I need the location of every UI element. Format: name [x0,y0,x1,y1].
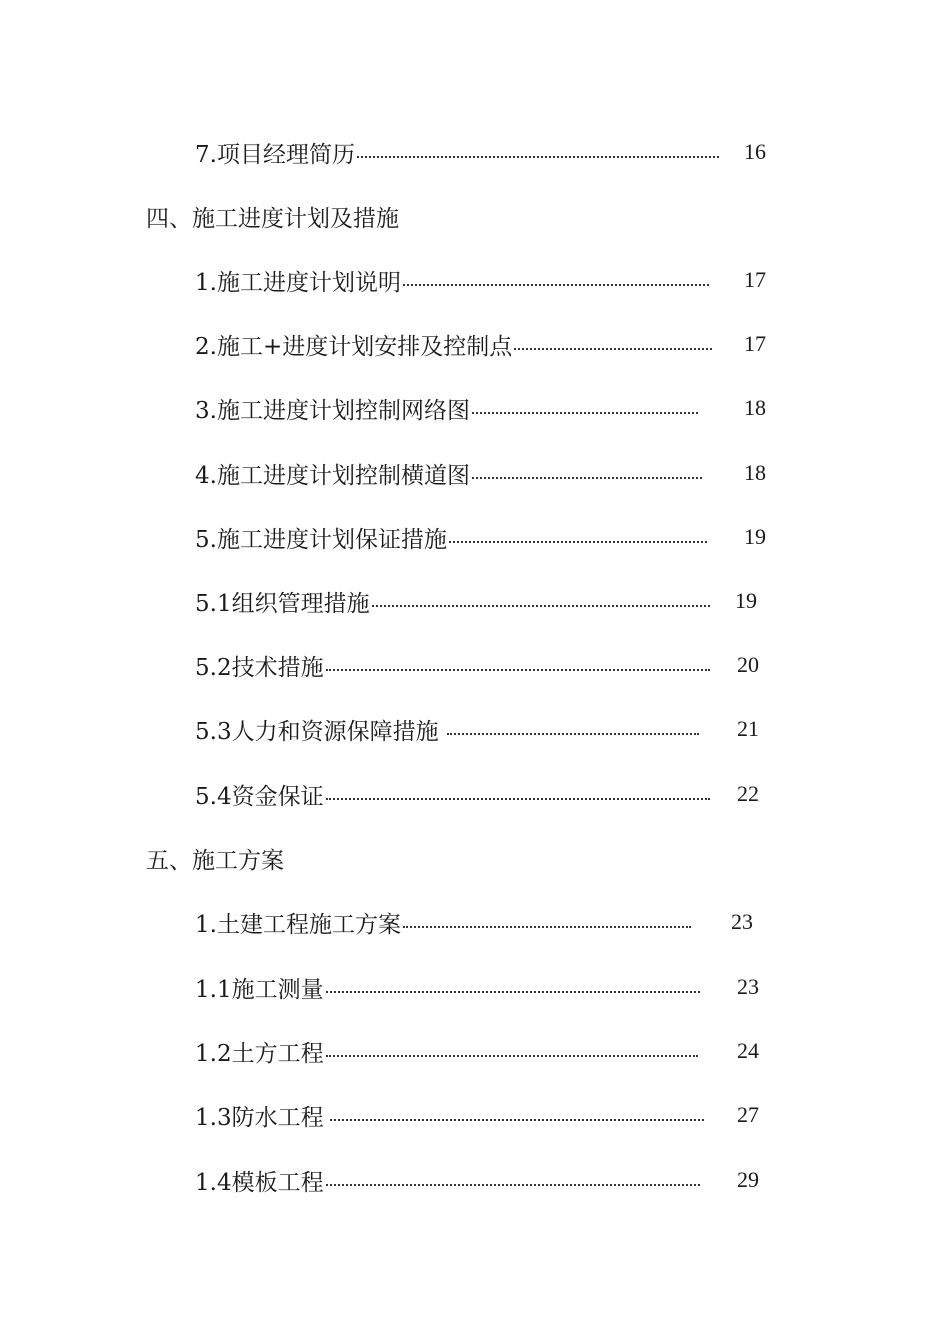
toc-page-number: 17 [744,331,766,356]
toc-page-number: 17 [744,267,766,292]
toc-entry-network-diagram[interactable] [195,391,698,425]
toc-entry-label: 1.2土方工程 [195,1040,324,1067]
toc-entry-label: 5.4资金保证 [195,783,324,810]
toc-page-number: 29 [737,1167,759,1192]
toc-page-number: 18 [744,460,766,485]
toc-section-label: 五、施工方案 [146,847,284,874]
toc-section-label: 四、施工进度计划及措施 [146,205,399,232]
toc-page-number: 21 [737,716,759,741]
toc-entry-schedule-arrangement[interactable] [195,327,712,361]
dot-leader [326,796,710,800]
toc-entry-label: 5.施工进度计划保证措施 [195,526,447,553]
dot-leader [403,282,709,286]
dot-leader [326,989,700,993]
dot-leader [514,346,712,350]
dot-leader [330,1117,704,1121]
toc-entry-schedule-description[interactable] [195,263,709,297]
dot-leader [472,475,702,479]
toc-page-number: 18 [744,395,766,420]
toc-page-number: 27 [737,1102,759,1127]
toc-page-number: 24 [737,1038,759,1063]
dot-leader [372,603,710,607]
toc-entry-label: 2.施工+进度计划安排及控制点 [195,333,513,360]
toc-section-construction-plan[interactable] [146,841,284,875]
toc-entry-earthwork[interactable] [195,1034,698,1068]
toc-entry-label: 1.4模板工程 [195,1169,324,1196]
toc-entry-label: 1.施工进度计划说明 [195,269,401,296]
dot-leader [449,539,707,543]
dot-leader [326,1182,700,1186]
toc-entry-guarantee-measures[interactable] [195,520,707,554]
toc-entry-human-resources[interactable] [195,712,699,746]
toc-entry-label: 3.施工进度计划控制网络图 [195,397,470,424]
dot-leader [326,1053,698,1057]
toc-entry-label: 4.施工进度计划控制横道图 [195,462,470,489]
toc-entry-label: 1.3防水工程 [195,1104,324,1131]
toc-page-number: 19 [744,524,766,549]
toc-entry-label: 5.3人力和资源保障措施 [195,718,439,745]
toc-section-schedule[interactable] [146,199,399,233]
toc-page-number: 22 [737,781,759,806]
toc-page-number: 16 [744,139,766,164]
toc-entry-gantt-chart[interactable] [195,456,702,490]
dot-leader [357,154,719,158]
toc-entry-label: 5.1组织管理措施 [195,590,370,617]
toc-entry-organization-management[interactable] [195,584,710,618]
toc-entry-technical-measures[interactable] [195,648,710,682]
toc-entry-label: 5.2技术措施 [195,654,324,681]
dot-leader [447,731,699,735]
toc-page-number: 19 [735,588,757,613]
toc-entry-project-manager-resume[interactable] [195,135,719,169]
toc-entry-label: 7.项目经理简历 [195,141,355,168]
toc-entry-formwork[interactable] [195,1163,700,1197]
toc-entry-waterproofing[interactable] [195,1098,704,1132]
toc-entry-label: 1.1施工测量 [195,976,324,1003]
toc-page-number: 23 [731,909,753,934]
toc-page-number: 23 [737,974,759,999]
dot-leader [326,667,710,671]
toc-page-number: 20 [737,652,759,677]
toc-entry-label: 1.土建工程施工方案 [195,911,401,938]
toc-entry-funding-guarantee[interactable] [195,777,710,811]
toc-entry-surveying[interactable] [195,970,700,1004]
dot-leader [472,410,698,414]
toc-entry-civil-works-plan[interactable] [195,905,691,939]
dot-leader [403,924,691,928]
